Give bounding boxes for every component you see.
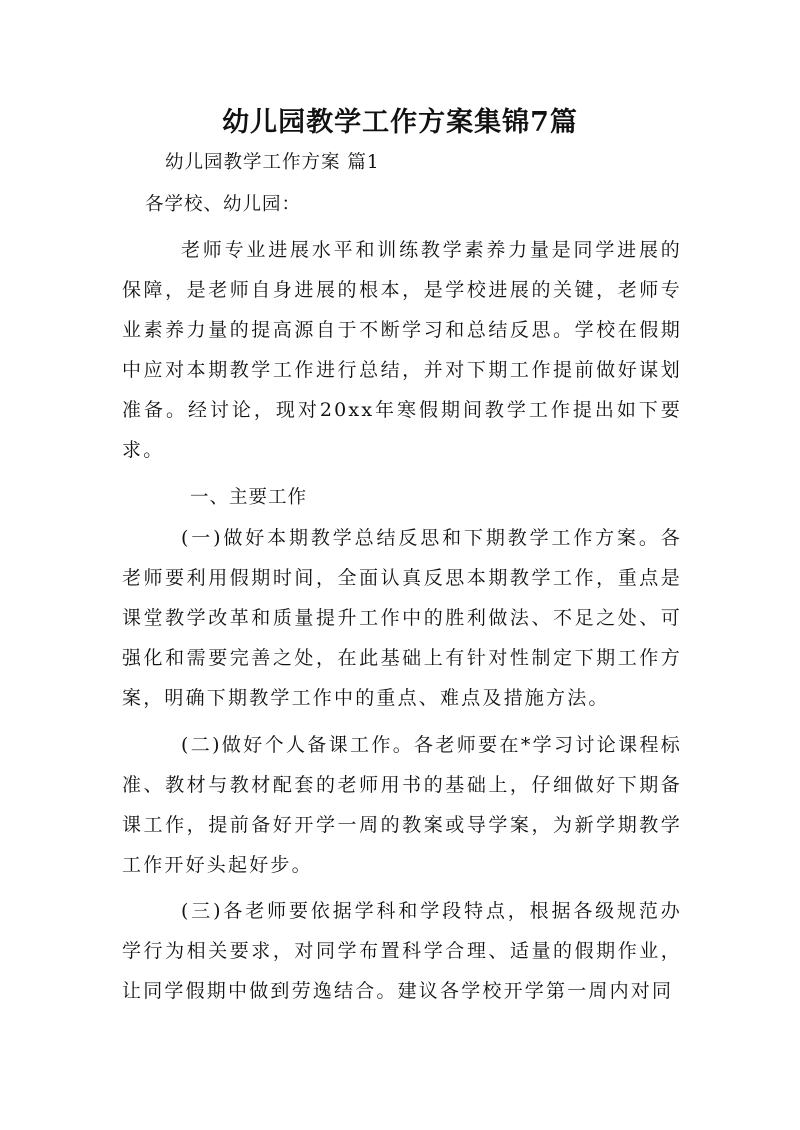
document-title: 幼儿园教学工作方案集锦7篇 [222,107,578,138]
document-subtitle: 幼儿园教学工作方案 篇1 [165,152,380,173]
intro-paragraph: 老师专业进展水平和训练教学素养力量是同学进展的保障，是老师自身进展的根本，是学校进展的关键，老师专业素养力量的提高源自于不断学习和总结反思。学校在假期中应对本期教学工作进行总结，并对下期工作提前做好谋划准备。经讨论，现对20xx年寒假期间教学工作提出如下要求。 [122,239,682,461]
work-item-2: (二)做好个人备课工作。各老师要在*学习讨论课程标准、教材与教材配套的老师用书的基础上，仔细做好下期备课工作，提前备好开学一周的教案或导学案，为新学期教学工作开好头起好步。 [122,734,682,876]
work-item-1: (一)做好本期教学总结反思和下期教学工作方案。各老师要利用假期时间，全面认真反思本期教学工作，重点是课堂教学改革和质量提升工作中的胜利做法、不足之处、可强化和需要完善之处，在此基础上有针对性制定下期工作方案，明确下期教学工作中的重点、难点及措施方法。 [122,527,682,709]
work-item-3: (三)各老师要依据学科和学段特点，根据各级规范办学行为相关要求，对同学布置科学合理、适量的假期作业，让同学假期中做到劳逸结合。建议各学校开学第一周内对同 [122,900,682,1002]
greeting-line: 各学校、幼儿园： [145,194,302,215]
section-heading-main-work: 一、主要工作 [190,487,308,508]
